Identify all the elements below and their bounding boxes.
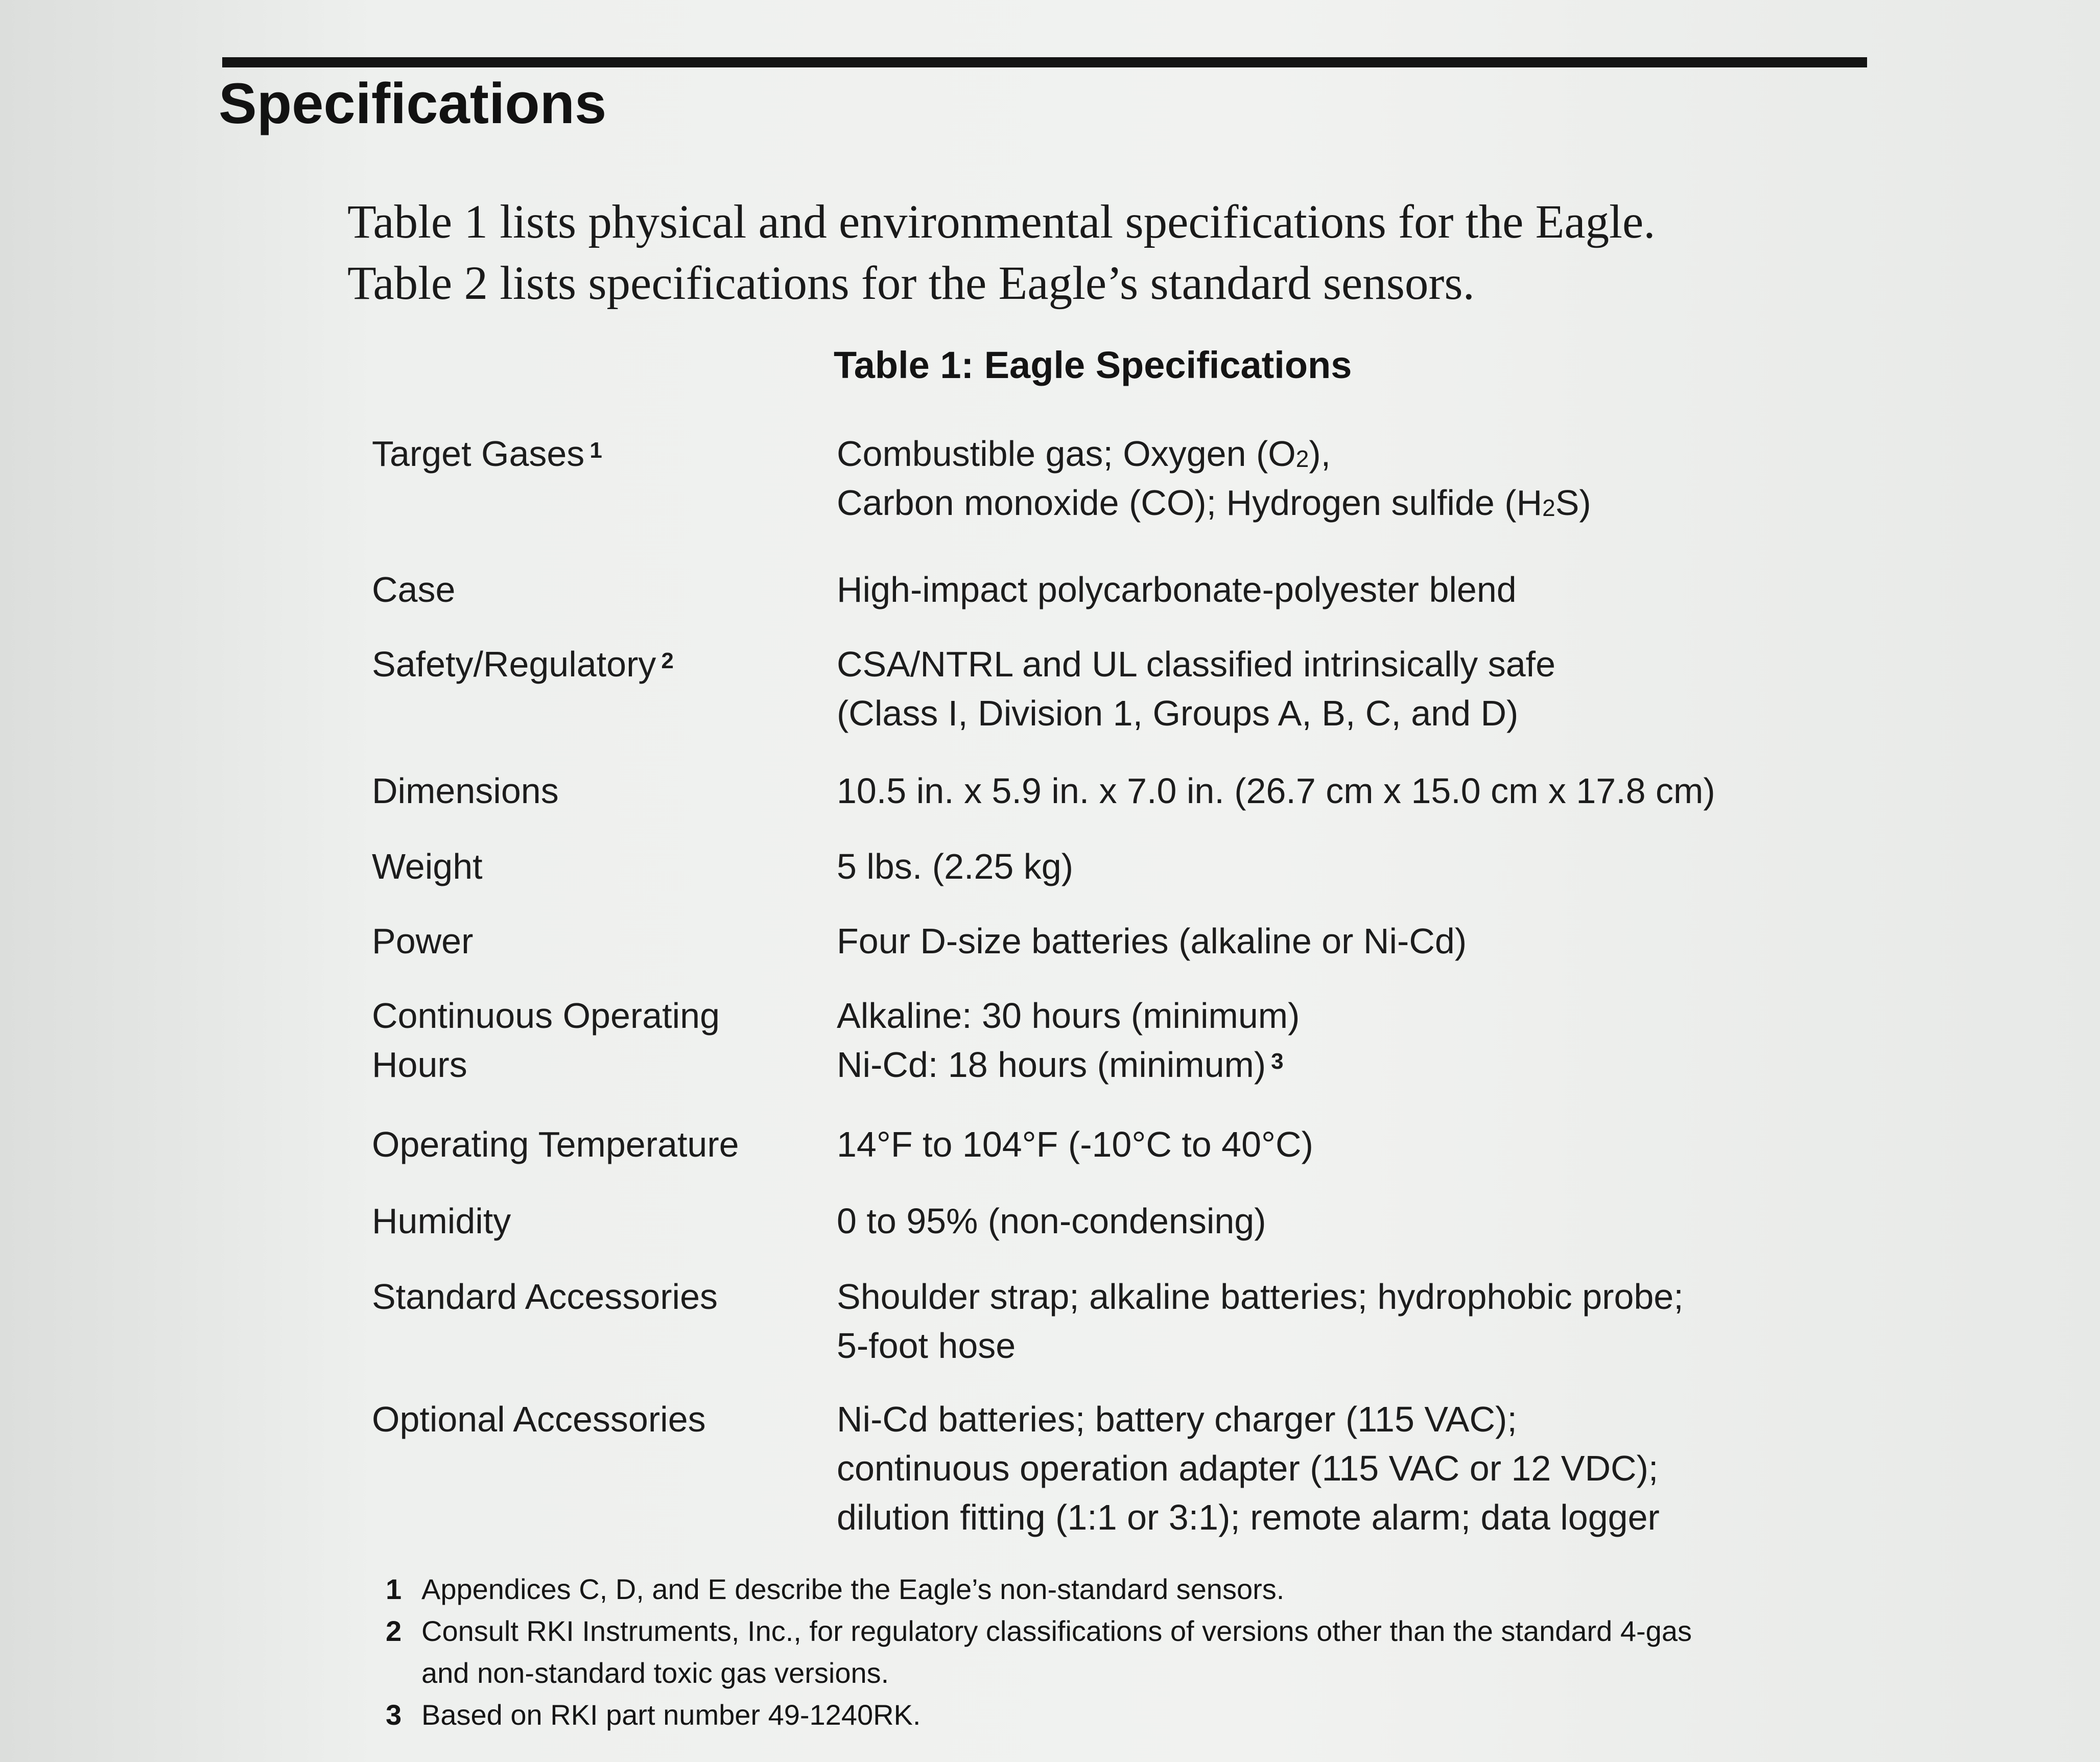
- row-label: Standard Accessories: [372, 1277, 718, 1317]
- row-value-line: [837, 429, 1807, 478]
- subscript: 2: [1295, 445, 1309, 472]
- row-value-line: [837, 478, 1807, 527]
- footnote-number: 2: [386, 1615, 402, 1647]
- row-value: [837, 640, 1807, 738]
- row-value-line: Shoulder strap; alkaline batteries; hydrophobic probe;: [837, 1277, 1684, 1317]
- row-label: Power: [372, 921, 474, 961]
- row-value-line: Ni-Cd batteries; battery charger (115 VAC);: [837, 1399, 1517, 1439]
- row-value: 14°F to 104°F (-10°C to 40°C): [837, 1124, 1313, 1164]
- row-value-line: Alkaline: 30 hours (minimum): [837, 996, 1300, 1036]
- row-value: High-impact polycarbonate-polyester blend: [837, 570, 1517, 609]
- value-text: S): [1555, 483, 1591, 523]
- row-value: [837, 429, 1807, 527]
- row-label: Case: [372, 570, 456, 609]
- footnote-text: Based on RKI part number 49-1240RK.: [421, 1699, 921, 1731]
- row-label: Humidity: [372, 1201, 511, 1241]
- footnote-ref: 3: [1271, 1049, 1284, 1074]
- row-label-text: Safety/Regulatory: [372, 644, 656, 684]
- value-text: Ni-Cd: 18 hours (minimum): [837, 1045, 1266, 1085]
- row-value-line: dilution fitting (1:1 or 3:1); remote alarm; data logger: [837, 1497, 1660, 1537]
- row-label-text: Target Gases: [372, 434, 585, 474]
- row-value-line: continuous operation adapter (115 VAC or 12 VDC);: [837, 1448, 1659, 1488]
- section-rule: [222, 57, 1867, 67]
- row-label: [372, 991, 816, 1089]
- intro-line-2: Table 2 lists specifications for the Eagle’s standard sensors.: [347, 257, 1475, 310]
- footnote-3: [386, 1694, 1867, 1736]
- row-value-line: CSA/NTRL and UL classified intrinsically safe: [837, 644, 1556, 684]
- row-value: [837, 1395, 1807, 1542]
- subscript: 2: [1542, 495, 1555, 521]
- footnote-ref: 2: [661, 648, 674, 673]
- row-value: [837, 1272, 1807, 1370]
- footnotes: [386, 1568, 1867, 1736]
- footnote-number: 3: [386, 1699, 402, 1731]
- row-label-line: Continuous Operating: [372, 996, 720, 1036]
- row-label: [372, 640, 816, 689]
- row-value: 0 to 95% (non-condensing): [837, 1201, 1266, 1241]
- row-label: Operating Temperature: [372, 1124, 739, 1164]
- intro-line-1: Table 1 lists physical and environmental specifications for the Eagle.: [347, 196, 1656, 248]
- footnote-1: [386, 1568, 1867, 1610]
- table-caption: Table 1: Eagle Specifications: [834, 344, 1352, 386]
- footnote-ref: 1: [589, 438, 602, 463]
- row-label: Weight: [372, 847, 483, 886]
- value-text: ),: [1309, 434, 1331, 474]
- footnote-text: Consult RKI Instruments, Inc., for regulatory classifications of versions other than the standard 4-gas: [421, 1615, 1692, 1647]
- page-title: Specifications: [219, 72, 607, 135]
- value-text: Combustible gas; Oxygen (O: [837, 434, 1296, 474]
- value-text: Carbon monoxide (CO); Hydrogen sulfide (H: [837, 483, 1543, 523]
- row-label: [372, 429, 816, 478]
- row-value: [837, 991, 1807, 1089]
- intro-paragraph: [347, 192, 1880, 314]
- row-label: Dimensions: [372, 771, 559, 811]
- row-value-line: (Class I, Division 1, Groups A, B, C, and D): [837, 693, 1519, 733]
- row-value-line: [837, 1040, 1807, 1089]
- row-label-line: Hours: [372, 1045, 467, 1085]
- footnote-text: Appendices C, D, and E describe the Eagle’s non-standard sensors.: [421, 1573, 1285, 1605]
- footnote-2-continued: and non-standard toxic gas versions.: [421, 1657, 889, 1689]
- row-value: 10.5 in. x 5.9 in. x 7.0 in. (26.7 cm x 15.0 cm x 17.8 cm): [837, 771, 1715, 811]
- footnote-2: [386, 1610, 1867, 1652]
- row-label: Optional Accessories: [372, 1399, 706, 1439]
- footnote-number: 1: [386, 1573, 402, 1605]
- row-value: Four D-size batteries (alkaline or Ni-Cd): [837, 921, 1467, 961]
- row-value-line: 5-foot hose: [837, 1326, 1016, 1366]
- row-value: 5 lbs. (2.25 kg): [837, 847, 1073, 886]
